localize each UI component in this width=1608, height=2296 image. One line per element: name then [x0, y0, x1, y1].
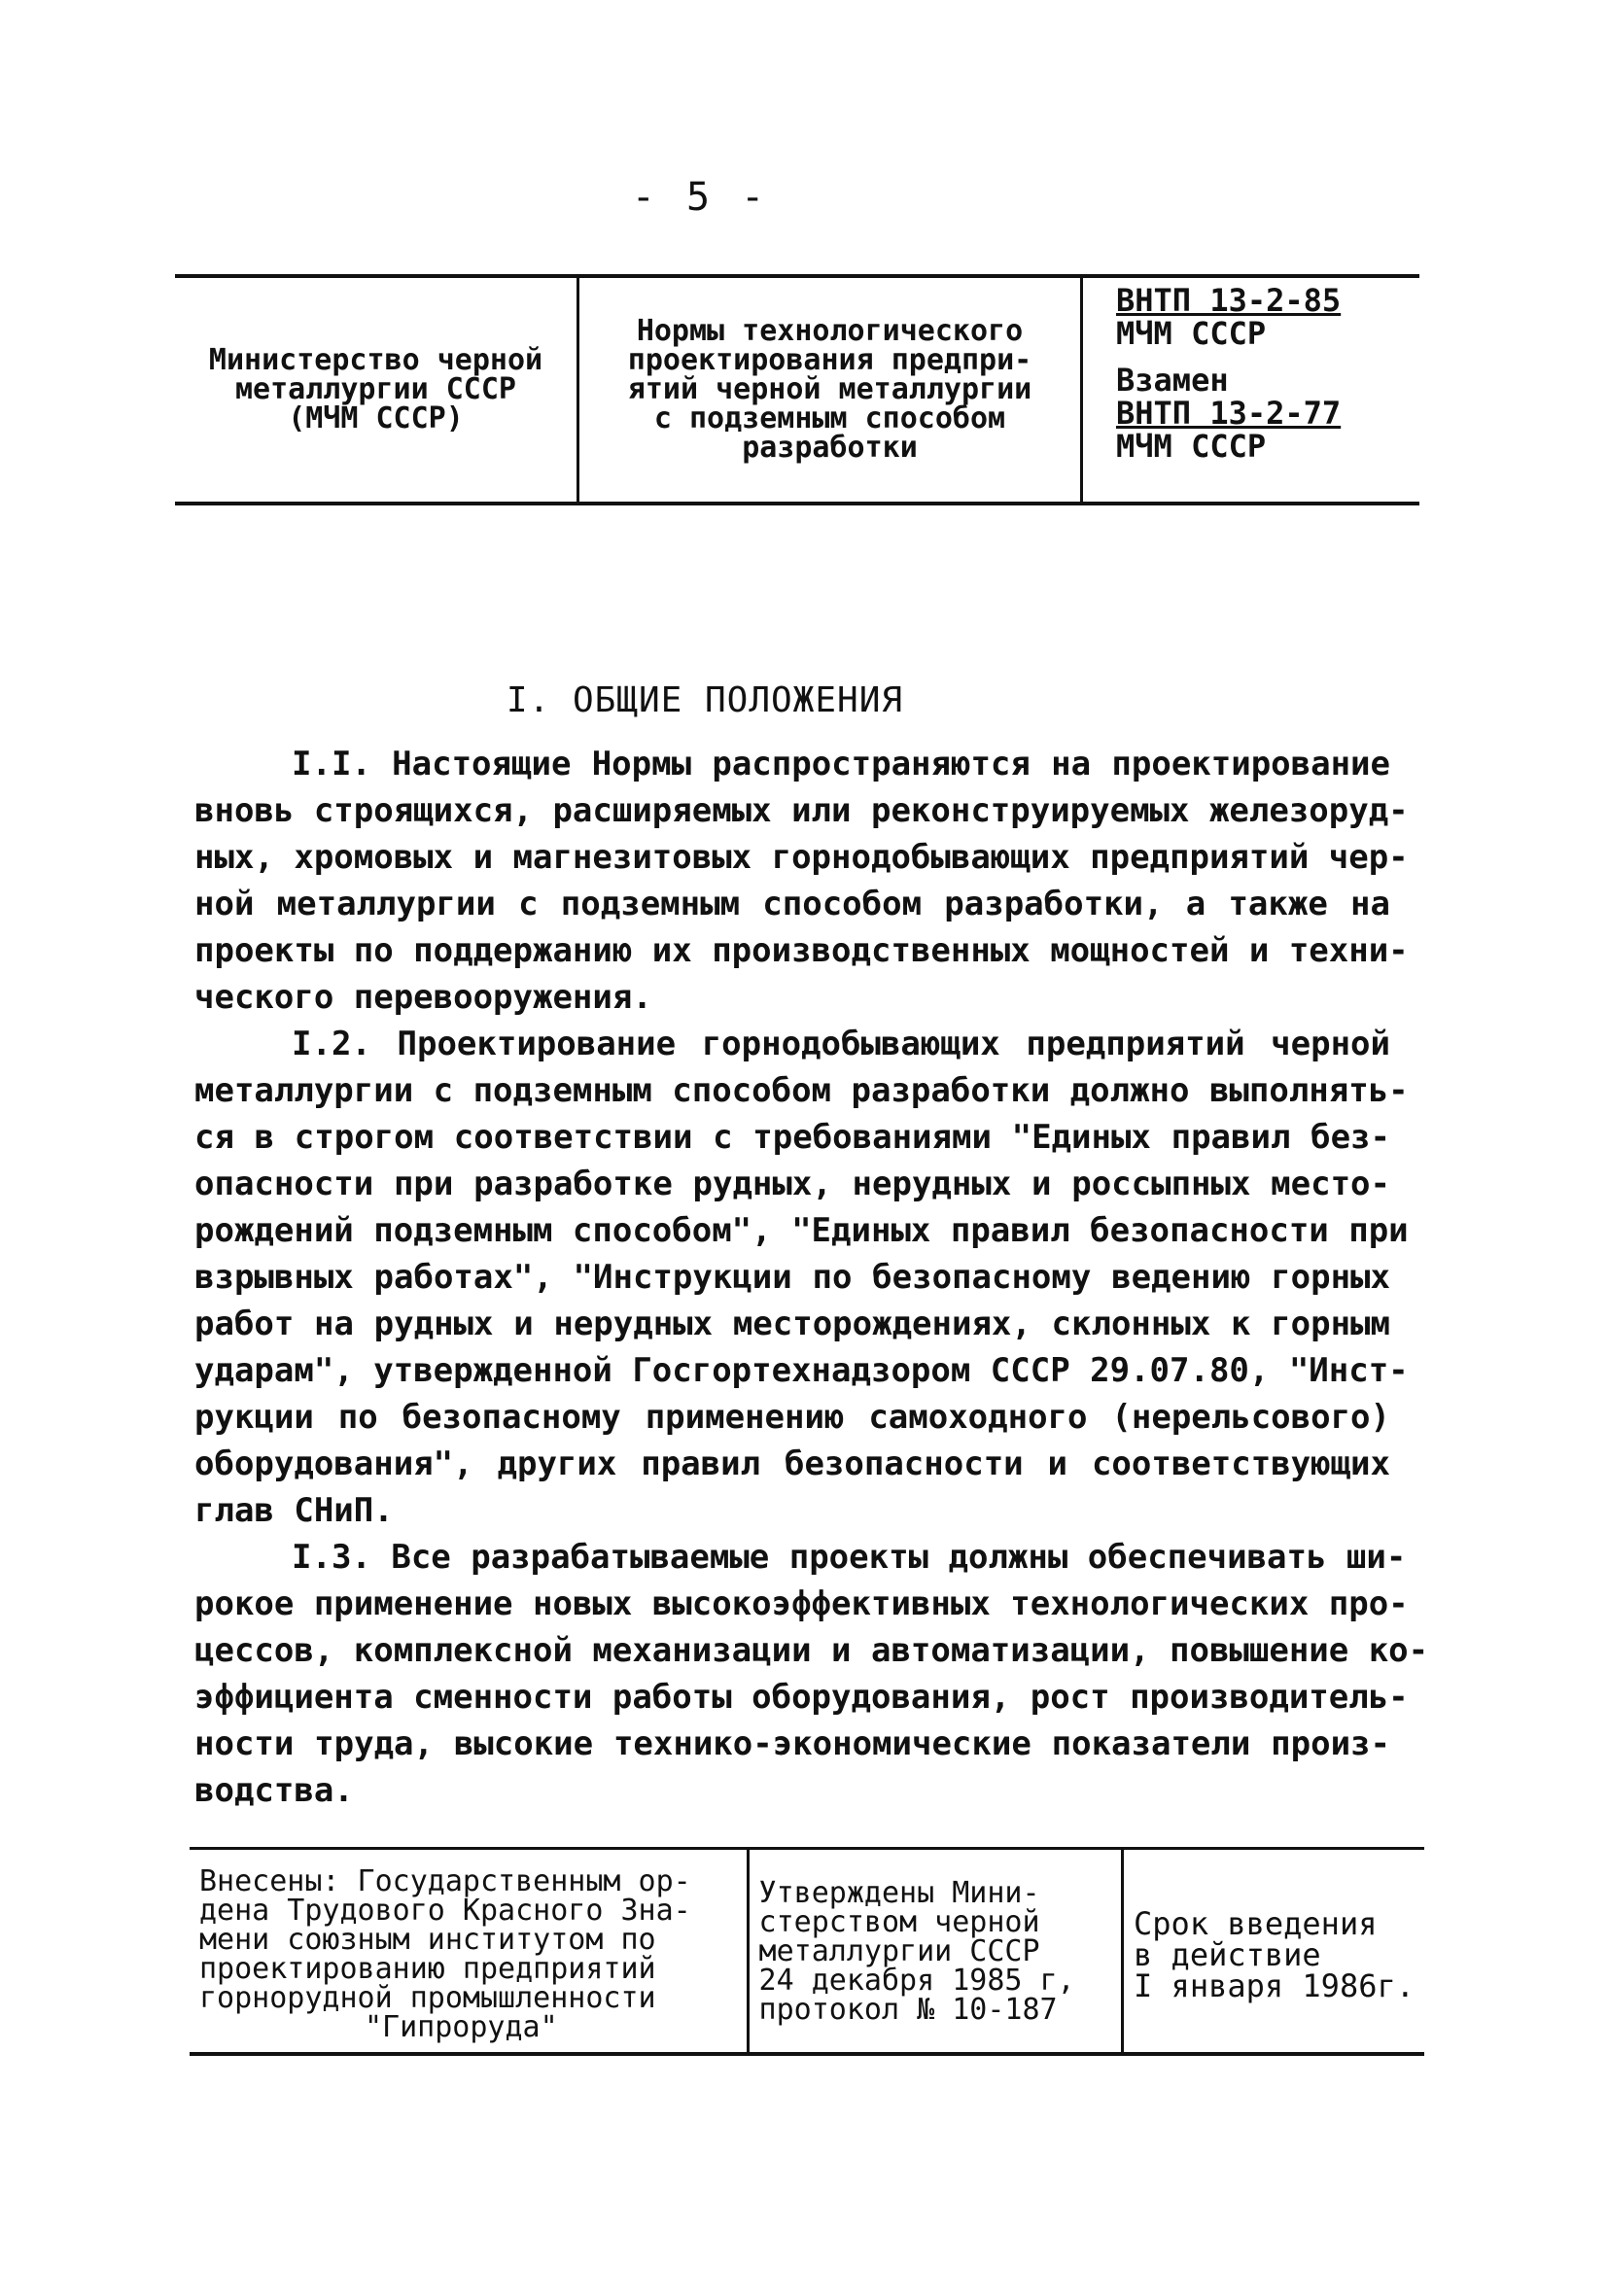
footer-table: [190, 1847, 1424, 2056]
header-table: [175, 274, 1419, 505]
norms-title-line: с подземным способом: [653, 401, 1006, 435]
approved-line: Утверждены Мини-: [758, 1876, 1040, 1910]
paragraph-1-1: [194, 741, 1409, 1021]
approved-by-cell: [750, 1850, 1125, 2052]
norms-title-line: разработки: [742, 431, 918, 465]
replaced-code-org: МЧМ СССР: [1116, 428, 1267, 465]
paragraph-line: цессов, комплексной механизации и автоматизации, повышение ко-: [194, 1631, 1429, 1670]
introduced-line: дена Трудового Красного Зна-: [199, 1894, 691, 1928]
ministry-cell: [175, 278, 579, 502]
paragraph-line: ных, хромовых и магнезитовых горнодобывающих предприятий чер-: [194, 838, 1409, 877]
ministry-line: (МЧМ СССР): [288, 401, 464, 435]
paragraph-line: вновь строящихся, расширяемых или реконструируемых железоруд-: [194, 791, 1409, 830]
paragraph-line: ной металлургии с подземным способом разработки, а также на: [194, 885, 1390, 923]
paragraph-line: ся в строгом соответствии с требованиями "Единых правил без-: [194, 1118, 1390, 1157]
introduced-line: мени союзным институтом по: [199, 1923, 656, 1957]
paragraph-line: оборудования", других правил безопасности и соответствующих: [194, 1444, 1390, 1483]
norms-title-cell: [579, 278, 1083, 502]
paragraph-line: рождений подземным способом", "Единых правил безопасности при: [194, 1211, 1409, 1250]
document-code: ВНТП 13-2-85: [1116, 282, 1342, 319]
paragraph-line: рукции по безопасному применению самоходного (нерельсового): [194, 1398, 1390, 1437]
ministry-line: Министерство черной: [208, 343, 543, 377]
paragraph-1-3: [194, 1534, 1429, 1814]
document-code-cell: [1083, 278, 1419, 502]
introduced-line: горнорудной промышленности: [199, 1981, 656, 2015]
paragraph-line: водства.: [194, 1771, 354, 1810]
paragraph-1-2: [194, 1021, 1409, 1534]
paragraph-line: I.2. Проектирование горнодобывающих предприятий черной: [292, 1025, 1390, 1063]
introduced-line: Внесены: Государственным ор-: [199, 1864, 691, 1898]
paragraph-line: эффициента сменности работы оборудования, рост производитель-: [194, 1678, 1409, 1717]
approved-line: протокол № 10-187: [758, 1993, 1058, 2027]
paragraph-line: проекты по поддержанию их производственных мощностей и техни-: [194, 931, 1409, 970]
effective-line: в действие: [1134, 1936, 1321, 1973]
paragraph-line: взрывных работах", "Инструкции по безопасному ведению горных: [194, 1258, 1390, 1297]
introduced-line: "Гипроруда": [365, 2010, 558, 2044]
ministry-line: металлургии СССР: [235, 372, 516, 406]
norms-title-line: Нормы технологического: [636, 314, 1024, 348]
body-text: [194, 741, 1429, 1814]
approved-line: металлургии СССР: [758, 1934, 1040, 1968]
effective-line: I января 1986г.: [1134, 1967, 1415, 2004]
norms-title-line: ятий черной металлургии: [627, 372, 1032, 406]
introduced-line: проектированию предприятий: [199, 1952, 656, 1986]
approved-line: 24 декабря 1985 г,: [758, 1964, 1075, 1998]
effective-line: Срок введения: [1134, 1905, 1378, 1942]
paragraph-line: ударам", утвержденной Госгортехнадзором СССР 29.07.80, "Инст-: [194, 1351, 1409, 1390]
paragraph-line: ческого перевооружения.: [194, 978, 652, 1017]
introduced-by-cell: [190, 1850, 750, 2052]
replaces-label: Взамен: [1116, 362, 1229, 399]
paragraph-line: работ на рудных и нерудных месторождениях, склонных к горным: [194, 1305, 1390, 1343]
norms-title-line: проектирования предпри-: [627, 343, 1032, 377]
paragraph-line: металлургии с подземным способом разработки должно выполнять-: [194, 1071, 1409, 1110]
document-code-org: МЧМ СССР: [1116, 315, 1267, 352]
paragraph-line: опасности при разработке рудных, нерудных и россыпных место-: [194, 1165, 1390, 1203]
effective-date-cell: [1124, 1850, 1424, 2052]
page-number: - 5 -: [631, 175, 769, 220]
paragraph-line: I.I. Настоящие Нормы распространяются на проектирование: [292, 745, 1390, 783]
paragraph-line: рокое применение новых высокоэффективных технологических про-: [194, 1584, 1409, 1623]
replaced-code: ВНТП 13-2-77: [1116, 395, 1342, 432]
paragraph-line: I.3. Все разрабатываемые проекты должны обеспечивать ши-: [292, 1538, 1407, 1577]
approved-line: стерством черной: [758, 1905, 1040, 1939]
paragraph-line: ности труда, высокие технико-экономические показатели произ-: [194, 1724, 1390, 1763]
section-title: I. ОБЩИЕ ПОЛОЖЕНИЯ: [506, 680, 904, 720]
paragraph-line: глав СНиП.: [194, 1491, 394, 1530]
